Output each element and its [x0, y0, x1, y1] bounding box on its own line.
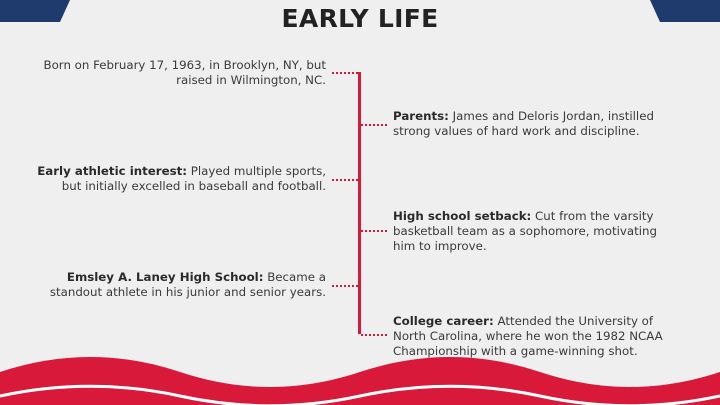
timeline-event-laney-high-school — [26, 270, 326, 300]
timeline-connector — [361, 230, 387, 232]
decorative-waves — [0, 350, 720, 405]
event-text: James and Deloris Jordan, instilled strong values of hard work and discipline. — [393, 109, 654, 138]
event-text: Became a standout athlete in his junior and senior years. — [49, 270, 326, 299]
event-text: Born on February 17, 1963, in Brooklyn, NY, but raised in Wilmington, NC. — [43, 58, 326, 87]
timeline-connector — [332, 72, 358, 74]
event-text: Attended the University of North Carolina, where he won the 1982 NCAA Championship with a game-winning shot. — [393, 314, 663, 358]
event-text: Cut from the varsity basketball team as a sophomore, motivating him to improve. — [393, 209, 657, 253]
timeline-event-athletic-interest — [26, 164, 326, 194]
event-heading: Emsley A. Laney High School: — [66, 270, 264, 284]
timeline-event-birth — [26, 58, 326, 88]
timeline-connector — [361, 124, 387, 126]
timeline-connector — [332, 179, 358, 181]
event-heading: Early athletic interest: — [37, 164, 187, 178]
timeline-spine — [358, 72, 361, 334]
timeline-event-high-school-setback — [393, 209, 663, 254]
page-title: EARLY LIFE — [281, 4, 439, 33]
event-heading: College career: — [393, 314, 494, 328]
timeline-connector — [332, 285, 358, 287]
event-text: Played multiple sports, but initially excelled in baseball and football. — [61, 164, 326, 193]
event-heading: High school setback: — [393, 209, 532, 223]
event-heading: Parents: — [393, 109, 449, 123]
timeline-event-parents — [393, 109, 663, 139]
timeline-connector — [361, 334, 387, 336]
